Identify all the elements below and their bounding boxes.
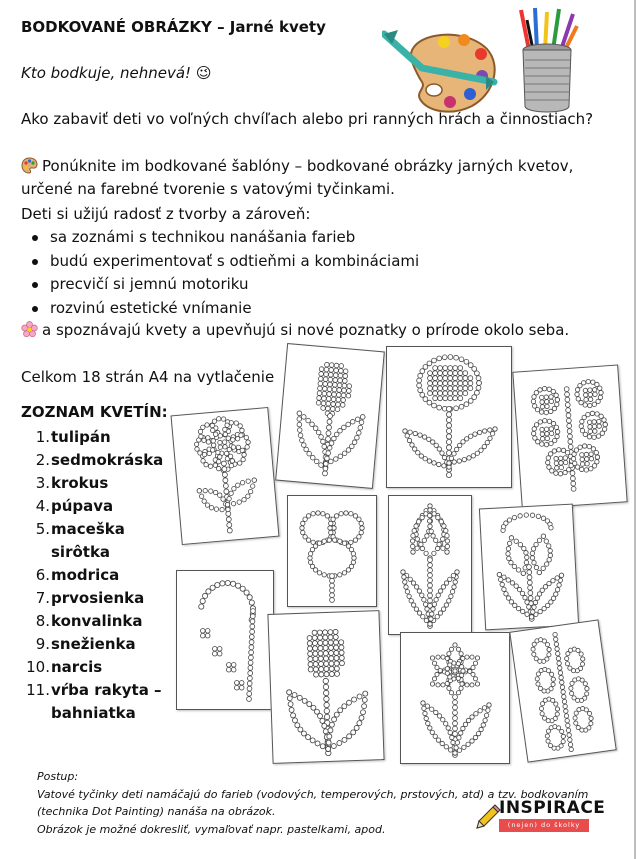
brand-logo — [473, 798, 606, 834]
note-line: Obrázok je možné dokresliť, vymaľovať napr. pastelkami, apod. — [37, 822, 386, 836]
worksheet-thumbnail-primrose — [512, 364, 627, 509]
offer-line1: Ponúknite im bodkované šablóny – bodkované obrázky jarných kvetov, — [42, 157, 574, 175]
list-item: rozvinú estetické vnímanie — [32, 297, 419, 321]
flower-list — [24, 426, 174, 725]
cherry-blossom-icon — [21, 321, 38, 338]
worksheet-thumbnail-lily — [176, 570, 274, 710]
worksheet-thumbnail-narcissus — [400, 632, 510, 764]
list-item: 7. prvosienka — [35, 589, 145, 607]
pencil-icon — [473, 804, 501, 832]
list-item: precvičí si jemnú motoriku — [32, 273, 419, 297]
intro-text: Ako zabaviť deti vo voľných chvíľach alebo pri ranných hrách a činnostiach? — [21, 110, 594, 128]
pages-count: Celkom 18 strán A4 na vytlačenie — [21, 368, 275, 386]
list-item: 6. modrica — [35, 566, 120, 584]
palette-icon — [21, 157, 38, 174]
worksheet-thumbnail-dandelion — [386, 346, 512, 488]
logo-wordmark: INSPIRACE — [499, 798, 606, 818]
note-line: Vatové tyčinky deti namáčajú do farieb (vodových, temperových, prstových, atd) a tzv. bodkovaním — [37, 787, 589, 801]
list-item: 3. krokus — [35, 474, 109, 492]
learn-line: a spoznávajú kvety a upevňujú si nové poznatky o prírode okolo seba. — [42, 321, 570, 339]
worksheet-thumbnail-pansy — [287, 495, 377, 607]
pencil-cup-icon — [515, 6, 581, 116]
worksheet-thumbnail-willow — [509, 619, 616, 762]
worksheet-thumbnail-crocus — [388, 495, 472, 635]
worksheet-thumbnail-tulip-large — [267, 610, 384, 764]
list-item: 1. tulipán — [35, 428, 111, 446]
list-item: 9. snežienka — [35, 635, 136, 653]
list-item: 5. maceška sirôtka — [35, 520, 125, 561]
worksheet-thumbnail-tulip — [275, 343, 385, 489]
kids-line: Deti si užijú radosť z tvorby a zároveň: — [21, 205, 311, 223]
note-heading: Postup: — [37, 770, 79, 783]
worksheet-thumbnail-snowdrop — [479, 504, 579, 631]
benefits-list — [32, 226, 419, 320]
palette-icon — [382, 24, 500, 114]
note-line: (technika Dot Painting) nanáša na obrázok. — [37, 805, 276, 818]
offer-text-line1 — [21, 155, 573, 178]
list-item: sa zoznámi s technikou nanášania farieb — [32, 226, 419, 250]
logo-tagline: (nejen) do školky — [499, 819, 589, 832]
list-item: 2. sedmokráska — [35, 451, 164, 469]
offer-line2: určené na farebné tvorenie s vatovými tyčinkami. — [21, 180, 395, 198]
list-item: 8. konvalinka — [35, 612, 143, 630]
list-item: 10. narcis — [26, 658, 103, 676]
worksheet-thumbnail-daisy — [171, 407, 280, 545]
list-item: budú experimentovať s odtieňmi a kombináciami — [32, 250, 419, 274]
flower-list-heading: ZOZNAM KVETÍN: — [21, 403, 168, 421]
page-title: BODKOVANÉ OBRÁZKY – Jarné kvety — [21, 18, 326, 36]
list-item: 4. púpava — [35, 497, 114, 515]
list-item: 11. vŕba rakyta – bahniatka — [26, 681, 162, 722]
tagline: Kto bodkuje, nehnevá! 😉 — [21, 64, 212, 82]
learn-text — [21, 319, 569, 342]
